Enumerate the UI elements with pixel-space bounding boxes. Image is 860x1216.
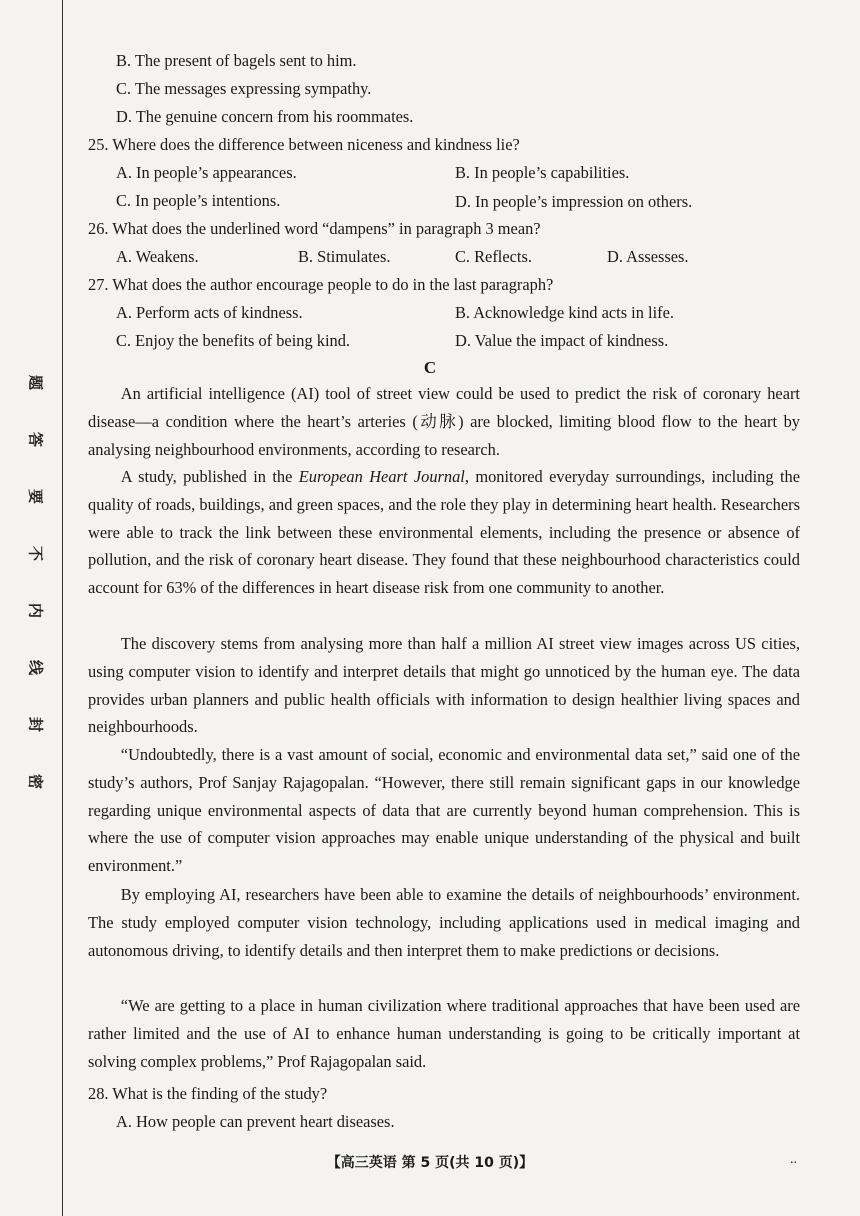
passage-paragraph-5: By employing AI, researchers have been able to examine the details of neighbourhoods’ environment. The study employed computer vision technology, including applications used in medical imaging and autonomous driving, to identify details and then interpret them to make predictions or decisions. [88,885,800,960]
margin-note [26,372,46,792]
passage-paragraph-4: “Undoubtedly, there is a vast amount of social, economic and environmental data set,” said one of the study’s authors, Prof Sanjay Rajagopalan. “However, there still remain significant gaps in our knowledge regarding unique environmental aspects of data that are currently beyond human comprehension. This is where the use of computer vision approaches may enable unique understanding of the physical and built environment.” [88,745,800,876]
margin-char: 密 [26,773,45,789]
option-b: B. The present of bagels sent to him. [116,51,357,70]
binding-line [62,0,63,1216]
question-25: 25. Where does the difference between niceness and kindness lie? [88,135,520,154]
margin-char: 不 [26,545,45,561]
section-letter: C [423,358,437,377]
q28-option-a: A. How people can prevent heart diseases. [116,1112,395,1131]
page-footer: 【高三英语 第 5 页(共 10 页)】 [326,1155,534,1171]
q27-option-a: A. Perform acts of kindness. [116,303,303,322]
q25-option-b: B. In people’s capabilities. [455,163,630,182]
q25-option-c: C. In people’s intentions. [116,191,281,210]
margin-char: 线 [26,659,45,675]
margin-char: 答 [26,431,45,447]
passage-paragraph-6: “We are getting to a place in human civilization where traditional approaches that have been used are rather limited and the use of AI to enhance human understanding is going to be critically important at solving complex problems,” Prof Rajagopalan said. [88,996,800,1071]
q26-option-c: C. Reflects. [455,247,532,266]
q26-option-d: D. Assesses. [607,247,689,266]
paragraph-2-lead: A study, published in the [120,467,299,486]
passage-paragraph-1: An artificial intelligence (AI) tool of street view could be used to predict the risk of coronary heart disease—a condition where the heart’s arteries (动脉) are blocked, limiting blood flow to the heart by analysing neighbourhood environments, according to research. [88,384,800,459]
passage-paragraph-3: The discovery stems from analysing more than half a million AI street view images across US cities, using computer vision to identify and interpret details that might go unnoticed by the human eye. The data provides urban planners and public health officials with information to design healthier living spaces and neighbourhoods. [88,634,800,737]
q25-option-a: A. In people’s appearances. [116,163,297,182]
q26-option-b: B. Stimulates. [298,247,391,266]
question-26: 26. What does the underlined word “dampens” in paragraph 3 mean? [88,219,541,238]
passage-paragraph-2 [88,463,800,602]
q27-option-c: C. Enjoy the benefits of being kind. [116,331,350,350]
q25-option-d: D. In people’s impression on others. [455,192,693,211]
option-c: C. The messages expressing sympathy. [116,79,372,98]
question-28: 28. What is the finding of the study? [88,1084,328,1103]
journal-title: European Heart Journal [298,467,465,486]
question-27: 27. What does the author encourage people to do in the last paragraph? [88,275,554,294]
q26-option-a: A. Weakens. [116,247,199,266]
paragraph-2-rest: , monitored everyday surroundings, including the quality of roads, buildings, and green spaces, and the role they play in determining heart health. Researchers were able to track the link between these environmental elements, including the presence or absence of pollution, and the risk of coronary heart disease. They found that these neighbourhood characteristics could account for 63% of the differences in heart disease risk from one community to another. [88,467,800,598]
margin-char: 封 [26,716,45,732]
margin-char: 内 [26,602,45,618]
margin-char: 要 [26,488,45,504]
q27-option-b: B. Acknowledge kind acts in life. [455,303,674,322]
q27-option-d: D. Value the impact of kindness. [455,331,669,350]
footer-dots: .. [790,1152,797,1167]
margin-char: 题 [26,374,45,390]
option-d: D. The genuine concern from his roommates. [116,107,414,126]
